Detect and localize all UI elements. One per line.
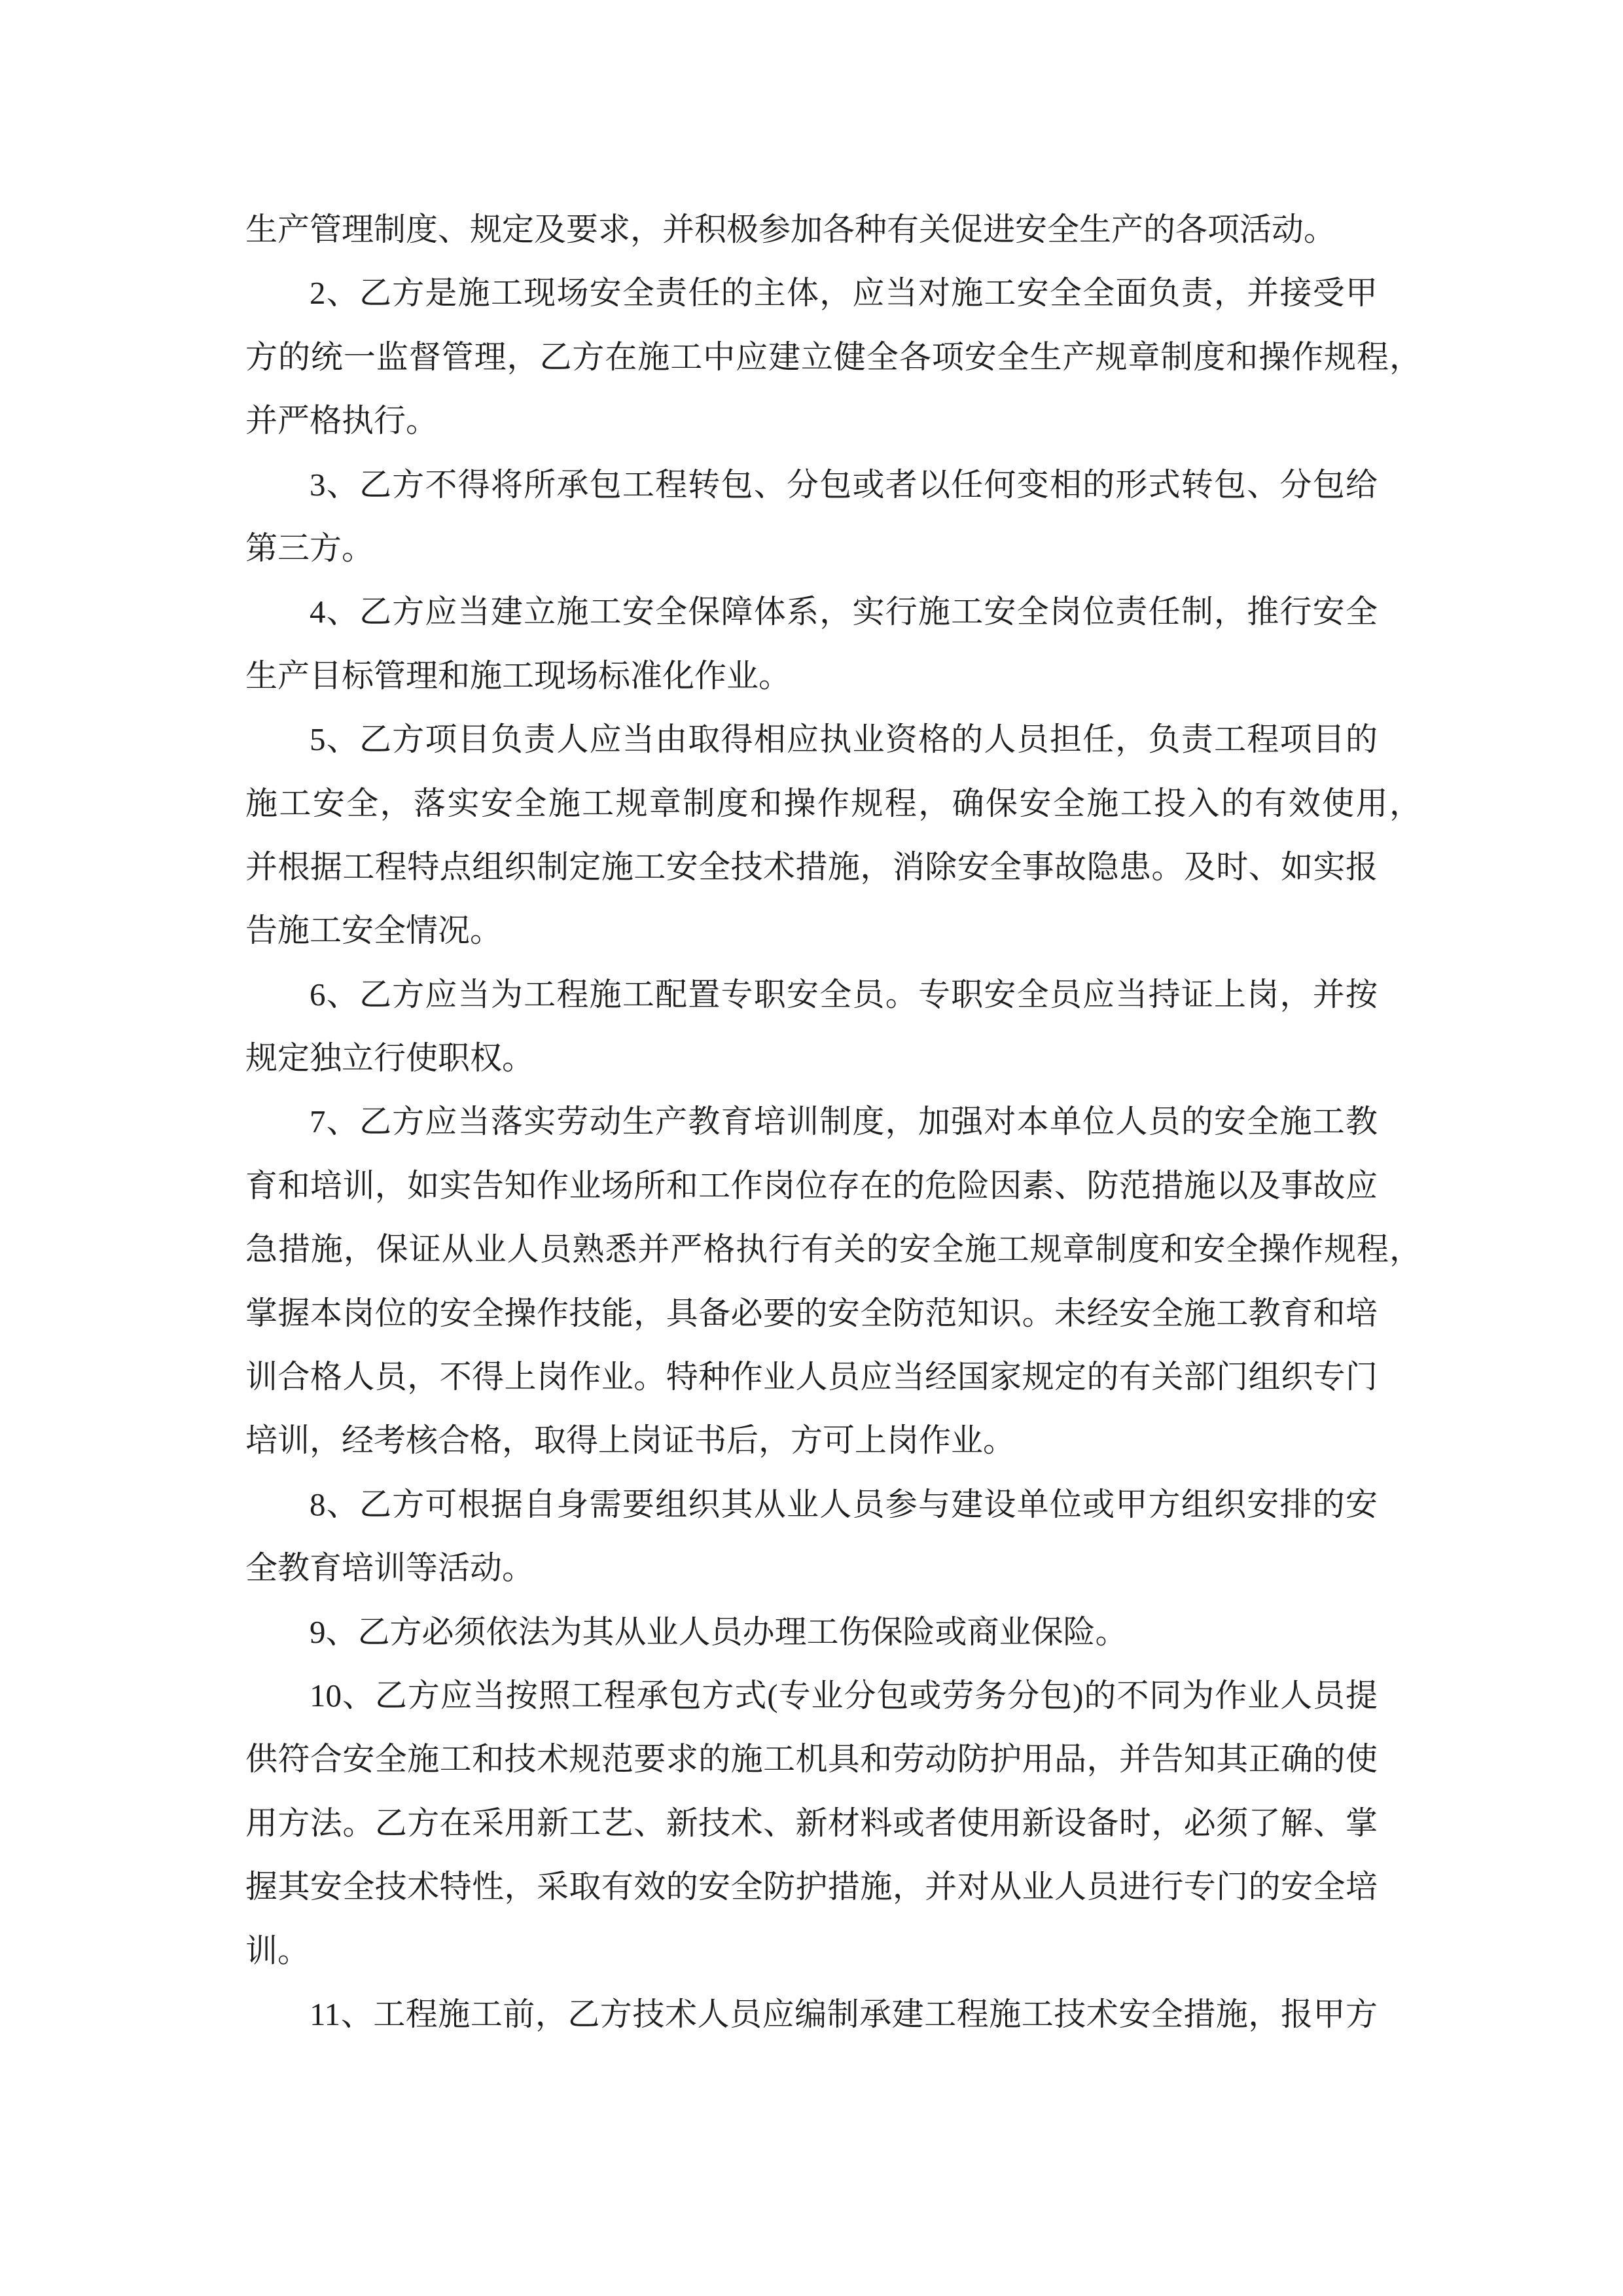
text-line: 9、乙方必须依法为其从业人员办理工伤保险或商业保险。 <box>310 1613 1128 1650</box>
text-line: 3、乙方不得将所承包工程转包、分包或者以任何变相的形式转包、分包给 <box>310 466 1378 503</box>
paragraph-clause-3 <box>245 453 1378 581</box>
text-line: 训合格人员，不得上岗作业。特种作业人员应当经国家规定的有关部门组织专门 <box>245 1359 1378 1395</box>
text-line: 告施工安全情况。 <box>245 912 503 949</box>
paragraph-continuation <box>245 198 1378 261</box>
paragraph-clause-9 <box>245 1600 1378 1664</box>
text-line: 8、乙方可根据自身需要组织其从业人员参与建设单位或甲方组织安排的安 <box>310 1486 1378 1522</box>
text-line: 握其安全技术特性，采取有效的安全防护措施，并对从业人员进行专门的安全培 <box>245 1869 1378 1905</box>
text-line: 全教育培训等活动。 <box>245 1550 535 1587</box>
text-line: 并根据工程特点组织制定施工安全技术措施，消除安全事故隐患。及时、如实报 <box>245 848 1378 885</box>
text-line: 7、乙方应当落实劳动生产教育培训制度，加强对本单位人员的安全施工教 <box>310 1103 1378 1140</box>
text-line: 供符合安全施工和技术规范要求的施工机具和劳动防护用品，并告知其正确的使 <box>245 1741 1378 1778</box>
paragraph-clause-5 <box>245 708 1421 963</box>
paragraph-clause-2 <box>245 261 1421 452</box>
text-line: 用方法。乙方在采用新工艺、新技术、新材料或者使用新设备时，必须了解、掌 <box>245 1804 1378 1841</box>
text-line: 规定独立行使职权。 <box>245 1040 535 1077</box>
text-line: 生产目标管理和施工现场标准化作业。 <box>245 657 791 694</box>
document-body <box>245 198 1421 2046</box>
paragraph-clause-4 <box>245 580 1378 708</box>
paragraph-clause-7 <box>245 1090 1421 1472</box>
text-line: 急措施，保证从业人员熟悉并严格执行有关的安全施工规章制度和安全操作规程， <box>245 1231 1421 1268</box>
text-line: 2、乙方是施工现场安全责任的主体，应当对施工安全全面负责，并接受甲 <box>310 275 1378 312</box>
text-line: 5、乙方项目负责人应当由取得相应执业资格的人员担任，负责工程项目的 <box>310 721 1378 758</box>
text-line: 第三方。 <box>245 529 374 566</box>
text-line: 施工安全，落实安全施工规章制度和操作规程，确保安全施工投入的有效使用， <box>245 785 1421 821</box>
paragraph-clause-8 <box>245 1473 1378 1600</box>
paragraph-clause-6 <box>245 963 1378 1090</box>
text-line: 6、乙方应当为工程施工配置专职安全员。专职安全员应当持证上岗，并按 <box>310 976 1378 1013</box>
text-line: 方的统一监督管理，乙方在施工中应建立健全各项安全生产规章制度和操作规程， <box>245 338 1421 375</box>
text-line: 生产管理制度、规定及要求，并积极参加各种有关促进安全生产的各项活动。 <box>245 211 1336 247</box>
paragraph-clause-11 <box>245 1982 1378 2046</box>
text-line: 训。 <box>245 1932 310 1969</box>
text-line: 掌握本岗位的安全操作技能，具备必要的安全防范知识。未经安全施工教育和培 <box>245 1295 1378 1331</box>
text-line: 并严格执行。 <box>245 403 438 439</box>
text-line: 11、工程施工前，乙方技术人员应编制承建工程施工技术安全措施，报甲方 <box>310 1996 1378 2032</box>
text-line: 10、乙方应当按照工程承包方式(专业分包或劳务分包)的不同为作业人员提 <box>310 1677 1378 1713</box>
text-line: 4、乙方应当建立施工安全保障体系，实行施工安全岗位责任制，推行安全 <box>310 594 1378 630</box>
text-line: 培训，经考核合格，取得上岗证书后，方可上岗作业。 <box>245 1422 1016 1459</box>
text-line: 育和培训，如实告知作业场所和工作岗位存在的危险因素、防范措施以及事故应 <box>245 1167 1378 1204</box>
paragraph-clause-10 <box>245 1664 1378 1982</box>
